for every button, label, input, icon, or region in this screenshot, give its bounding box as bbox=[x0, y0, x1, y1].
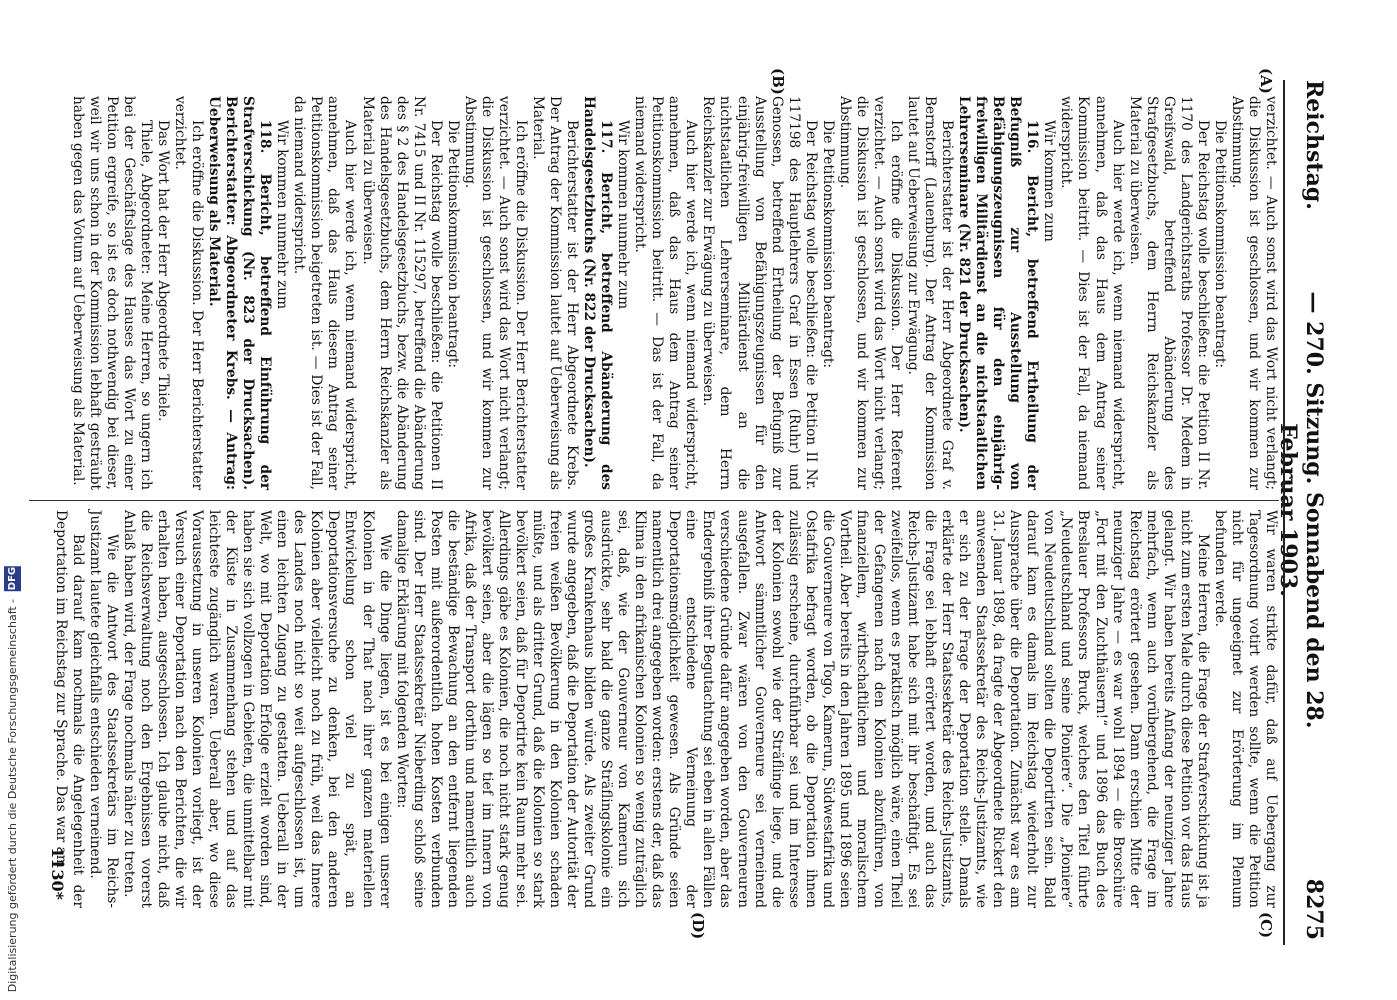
paragraph: Die Petitionskommission beantragt: bbox=[1211, 120, 1228, 368]
paragraph: Auch hier werde ich, wenn niemand widerspricht, annehmen, daß das Haus diesem Antrag seiner Petitionskommission beigetreten ist. — Dies ist der Fall, da niemand widerspricht. bbox=[291, 96, 359, 490]
margin-marker-c: (C) bbox=[1257, 912, 1275, 939]
paragraph: Wie die Dinge liegen, ist es bei einigen unserer Kolonien in der That nach ihrer ganzen materiellen Entwickelung schon viel zu spät, an Deportationsversuche zu denken, bei den anderen Kolonien aber vielleicht noch zu früh, weil das Innere des Landes noch nicht so weit aufgeschlossen ist, um einen leichten Zugang zu gestatten. Ueberall in der Welt, wo mit Deportation Erfolge erzielt worden sind, haben sie sich vollzogen in Gebieten, die unmittelbar mit der Küste in Zusammenhang stehen und auf das leichteste zugänglich waren. Ueberall aber, wo diese Voraussetzung in unseren Kolonien vorliegt, ist der Versuch einer Deportation nach den Berichten, die wir erhalten haben, ausgeschlossen. Ich glaube nicht, daß die Reichsverwaltung noch den Ergebnissen vorerst Anlaß haben wird, der Frage nochmals näher zu treten. bbox=[120, 510, 393, 908]
credit-text: Digitalisierung gefördert durch die Deutsche Forschungsgemeinschaft - bbox=[6, 598, 19, 992]
header-session: — 270. Sitzung. Sonnabend den 28. Februar 1903. bbox=[1275, 291, 1327, 729]
page-number: 8275 bbox=[1301, 878, 1327, 940]
paragraph: Der Reichstag wolle beschließen: die Petitionen II Nr. 7415 und II Nr. 115297, betreffend die Abänderung des § 2 des Handelsgesetzbuchs, bezw. die Abänderung des Handelsgesetzbuchs, dem Herrn Reichskanzler als Material zu überweisen. bbox=[359, 96, 444, 490]
paragraph: Berichterstatter ist der Herr Abgeordnete Krebs. Der Antrag der Kommission lautet auf Ueberweisung als Material. bbox=[529, 96, 581, 490]
dfg-logo: DFG bbox=[4, 566, 21, 591]
paragraph: Auch hier werde ich, wenn niemand widerspricht, annehmen, daß das Haus dem Antrag seiner Petitionskommission beitritt. — Das ist der Fall, da niemand widerspricht. bbox=[632, 96, 700, 490]
paragraph: Berichterstatter ist der Herr Abgeordnete Graf v. Bernstorff (Lauenburg). Der Antrag der Kommission lautet auf Ueberweisung zur Erwägung. bbox=[905, 96, 956, 490]
paragraph: Wir kommen nunmehr zum bbox=[615, 120, 632, 310]
margin-marker-b: (B) bbox=[769, 68, 787, 95]
paragraph: Ich eröffne die Diskussion. Der Herr Berichterstatter verzichtet. bbox=[172, 96, 206, 490]
bottom-page-marker: 1130* bbox=[48, 847, 67, 900]
paragraph: Wie die Antwort des Staatssekretärs im Reichs-Justizamt lautete gleichfalls entschieden verneinend. bbox=[86, 510, 120, 908]
paragraph: Thiele, Abgeordneter: Meine Herren, so ungern ich bei der Geschäftslage des Hauses das Wort zu einer Petition ergreife, so ist es doch nothwendig bei dieser, weil wir uns schon in der Kommission lebhaft gesträubt haben gegen das Votum auf Ueberweisung als Material. bbox=[69, 96, 154, 490]
paragraph: 117. Bericht, betreffend Abänderung des Handelsgesetzbuchs (Nr. 822 der Drucksachen). bbox=[581, 96, 615, 490]
digitization-credit bbox=[4, 566, 21, 992]
column-divider bbox=[29, 500, 1279, 501]
paragraph: Wir kommen nunmehr zum bbox=[274, 120, 291, 310]
paragraph: 118. Bericht, betreffend Einführung der Strafverschickung (Nr. 823 der Drucksachen). Berichterstatter: Abgeordneter Krebs. — Antrag: Ueberweisung als Material. bbox=[206, 96, 274, 490]
margin-marker-d: (D) bbox=[689, 912, 707, 940]
left-text-column bbox=[69, 96, 1279, 490]
paragraph: Das Wort hat der Herr Abgeordnete Thiele. bbox=[154, 120, 171, 422]
header-rule bbox=[1283, 80, 1285, 945]
header-title: Reichstag. bbox=[1301, 80, 1327, 210]
paragraph: Ich eröffne die Diskussion. Der Herr Berichterstatter verzichtet. — Auch sonst wird das Wort nicht verlangt; die Diskussion ist geschlossen, und wir kommen zur Abstimmung. bbox=[461, 96, 529, 490]
page-header bbox=[1275, 80, 1335, 940]
margin-marker-a: (A) bbox=[1257, 68, 1275, 94]
paragraph: Meine Herren, die Frage der Strafverschickung ist ja nicht zum ersten Male durch diese Petition vor das Haus gelangt. Wir haben bereits Anfang der neunziger Jahre mehrfach, wenn auch vorübergehend, die Frage im Reichstag erörtert gesehen. Dann erschien Mitte der neunziger Jahre — es war wohl 1894 — die Broschüre „Fort mit den Zuchthäusern!“ und 1896 das Buch des Breslauer Professors Bruck, welches den Titel führte „Neudeutschland und seine Pioniere“. Die „Pioniere“ von Neudeutschland sollten die Deportirten sein. Bald darauf kam es damals im Reichstag wiederholt zur Aussprache über die Deportation. Zunächst war es am 31. Januar 1898, da fragte der Abgeordnete Rickert den anwesenden Staatssekretär des Reichs-Justizamts, wie er sich zu der Frage der Deportation stelle. Damals erklärte der Herr Staatssekretär des Reichs-Justizamts, die Frage sei lebhaft erörtert worden, und auch das Reichs-Justizamt habe sich mit ihr beschäftigt. Es sei zweifellos, wenn es praktisch möglich wäre, einen Theil der Gefangenen nach den Kolonien abzuführen, von finanziellem, wirthschaftlichem und moralischem Vortheil. Aber bereits in den Jahren 1895 und 1896 seien die Gouverneure von Togo, Kamerun, Südwestafrika und Ostafrika befragt worden, ob die Deportation ihnen zulässig erscheine, durchführbar sei und im Interesse der Kolonien sowohl wie der Sträflinge liege, und die Antwort sämmtlicher Gouverneure sei verneinend ausgefallen. Zwar wären von den Gouverneuren verschiedene Gründe dafür angegeben worden, aber das Endergebniß ihrer Begutachtung sei eben in allen Fällen eine entschiedene Verneinung der Deportationsmöglichkeit gewesen. Als Gründe seien namentlich drei angegeben worden: erstens der, daß das Klima in den afrikanischen Kolonien so wenig zuträglich sei, daß, wie der Gouverneur von Kamerun sich ausdrückte, sehr bald die ganze Sträflingskolonie ein großes Krankenhaus bilden würde. Als zweiter Grund wurde angegeben, daß die Deportation der Autorität der freien weißen Bevölkerung in den Kolonien schaden müßte, und als dritter Grund, daß die Kolonien so stark bevölkert seien, daß für Deportirte kein Raum mehr sei. Allerdings gäbe es Kolonien, die noch nicht stark genug bevölkert seien, aber die lägen so tief im Innern von Afrika, daß der Transport dorthin und namentlich auch die beständige Bewachung an den entfernt liegenden Posten mit außerordentlich hohen Kosten verbunden sind. Der Herr Staatssekretär Nieberding schloß seine damalige Erklärung mit folgenden Worten: bbox=[393, 510, 1211, 908]
paragraph: Die Petitionskommission beantragt: bbox=[819, 120, 836, 368]
paragraph: 116. Bericht, betreffend Ertheilung der Befugniß zur Ausstellung von Befähigungszeugnissen für den einjährig-freiwilligen Militärdienst an die nichtstaatlichen Lehrerseminare (Nr. 821 der Drucksachen). bbox=[956, 96, 1041, 490]
paragraph: Wir kommen zum bbox=[1041, 120, 1058, 242]
right-text-column bbox=[52, 510, 1279, 908]
paragraph: Der Reichstag wolle beschließen: die Petition II Nr. 117198 des Hauptlehrers Graf in Essen (Ruhr) und Genossen, betreffend Ertheilung der Befugniß zur Ausstellung von Befähigungszeugnissen für den einjährig-freiwilligen Militärdienst an die nichtstaatlichen Lehrerseminare, dem Herrn Reichskanzler zur Erwägung zu überweisen. bbox=[700, 96, 819, 490]
paragraph: Die Petitionskommission beantragt: bbox=[444, 120, 461, 368]
paragraph: Bald darauf kam nochmals die Angelegenheit der Deportation im Reichstag zur Sprache. Das war am bbox=[52, 510, 86, 908]
paragraph: Ich eröffne die Diskussion. Der Herr Referent verzichtet. — Auch sonst wird das Wort nicht verlangt; die Diskussion ist geschlossen, und wir kommen zur Abstimmung. bbox=[836, 96, 904, 490]
paragraph: verzichtet. — Auch sonst wird das Wort nicht verlangt; die Diskussion ist geschlossen, und wir kommen zur Abstimmung. bbox=[1228, 96, 1279, 490]
paragraph: Der Reichstag wolle beschließen: die Petition II Nr. 1170 des Landgerichtsraths Professor Dr. Medem in Greifswald, betreffend Abänderung des Strafgesetzbuchs, dem Herrn Reichskanzler als Material zu überweisen. bbox=[1126, 96, 1211, 490]
paragraph: Auch hier werde ich, wenn niemand widerspricht, annehmen, daß das Haus dem Antrag seiner Kommission beitritt. — Dies ist der Fall, da niemand widerspricht. bbox=[1058, 96, 1126, 490]
paragraph: Wir waren strikte dafür, daß auf Uebergang zur Tagesordnung votirt werden sollte, wenn die Petition nicht für ungeeignet zur Erörterung im Plenum befunden werde. bbox=[1211, 510, 1279, 908]
